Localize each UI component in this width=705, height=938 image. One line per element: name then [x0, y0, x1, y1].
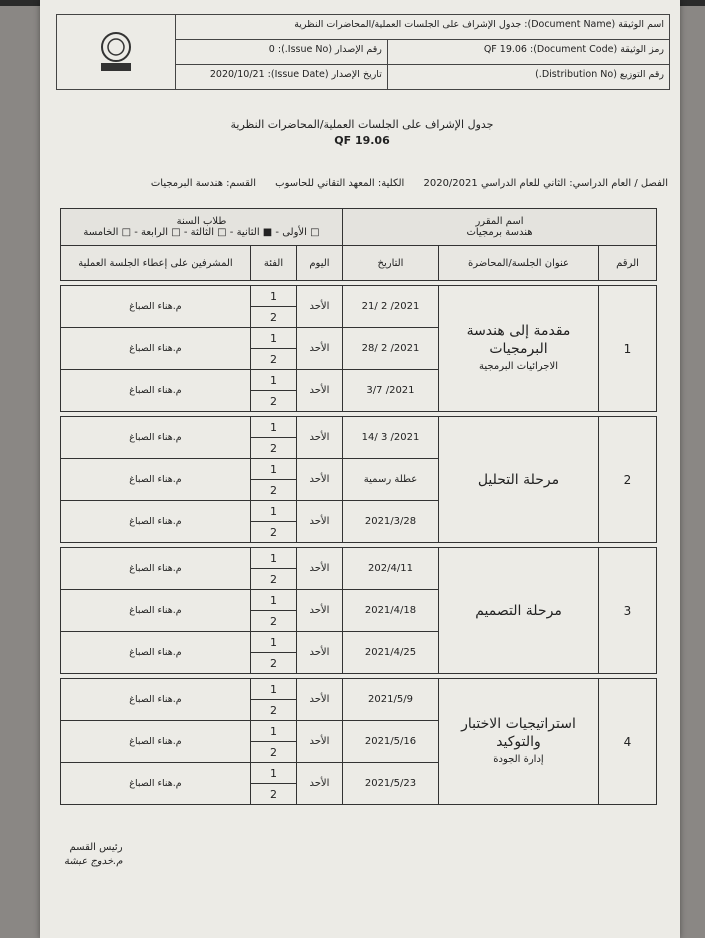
group-cell: 2: [250, 611, 296, 632]
group-cell: 1: [250, 632, 296, 653]
session-day: الأحد: [296, 286, 342, 328]
group-cell: 2: [250, 569, 296, 590]
group-cell: 2: [250, 349, 296, 370]
supervisor-cell: م.هناء الصباغ: [61, 763, 251, 805]
doc-name: اسم الوثيقة (Document Name): جدول الإشراف على الجلسات العملية/المحاضرات النظرية: [294, 19, 664, 30]
group-cell: 2: [250, 438, 296, 459]
session-day: الأحد: [296, 590, 342, 632]
col-group: الفئة: [250, 246, 296, 281]
session-date: 2021/5/16: [342, 721, 438, 763]
session-date: 2021/ 2 /28: [342, 328, 438, 370]
signature-role: رئيس القسم: [69, 842, 123, 853]
session-date: 2021/ 3 /14: [342, 417, 438, 459]
group-cell: 2: [250, 742, 296, 763]
session-day: الأحد: [296, 417, 342, 459]
section-number: 2: [599, 417, 657, 543]
col-num: الرقم: [599, 246, 657, 281]
form-code: QF 19.06: [334, 134, 390, 147]
table-row: [61, 417, 657, 438]
group-cell: 2: [250, 391, 296, 412]
group-cell: 1: [250, 501, 296, 522]
supervisor-cell: م.هناء الصباغ: [61, 721, 251, 763]
supervisor-cell: م.هناء الصباغ: [61, 632, 251, 674]
col-day: اليوم: [296, 246, 342, 281]
section-number: 1: [599, 286, 657, 412]
doc-code: رمز الوثيقة (Document Code): QF 19.06: [387, 40, 669, 64]
term-info: الفصل / العام الدراسي: الثاني للعام الدراسي 2020/2021: [423, 178, 668, 189]
supervisor-cell: م.هناء الصباغ: [61, 590, 251, 632]
signature-name: م.خدوج عبشة: [64, 856, 123, 867]
document-header: [56, 14, 670, 90]
signature-block: [64, 842, 123, 870]
course-cell: اسم المقرر هندسة برمجيات: [342, 209, 656, 246]
supervisor-cell: م.هناء الصباغ: [61, 679, 251, 721]
group-cell: 1: [250, 548, 296, 569]
session-date: 202/4/11: [342, 548, 438, 590]
group-cell: 2: [250, 480, 296, 501]
session-date: 2021/4/18: [342, 590, 438, 632]
session-date: 2021/5/23: [342, 763, 438, 805]
year-cell: طلاب السنة □ الأولى - ■ الثانية - □ الثالثة - □ الرابعة - □ الخامسة: [61, 209, 343, 246]
group-cell: 2: [250, 784, 296, 805]
session-date: 2021/5/9: [342, 679, 438, 721]
supervisor-cell: م.هناء الصباغ: [61, 417, 251, 459]
group-cell: 1: [250, 721, 296, 742]
group-cell: 1: [250, 286, 296, 307]
logo-seal-icon: [91, 27, 141, 77]
session-date: 2021/3/28: [342, 501, 438, 543]
group-cell: 2: [250, 700, 296, 721]
session-day: الأحد: [296, 548, 342, 590]
table-row: [61, 286, 657, 307]
session-day: الأحد: [296, 763, 342, 805]
page-title: جدول الإشراف على الجلسات العملية/المحاضرات النظرية: [230, 118, 494, 131]
college-info: الكلية: المعهد التقاني للحاسوب: [275, 178, 405, 189]
section-title: مرحلة التحليل: [439, 417, 599, 543]
university-logo: [57, 15, 176, 89]
group-cell: 2: [250, 307, 296, 328]
course-info: [56, 178, 668, 189]
supervisor-cell: م.هناء الصباغ: [61, 548, 251, 590]
supervisor-cell: م.هناء الصباغ: [61, 501, 251, 543]
group-cell: 1: [250, 763, 296, 784]
supervisor-cell: م.هناء الصباغ: [61, 286, 251, 328]
table-row: [61, 679, 657, 700]
session-day: الأحد: [296, 459, 342, 501]
supervisor-cell: م.هناء الصباغ: [61, 459, 251, 501]
group-cell: 1: [250, 417, 296, 438]
distribution-no: رقم التوزيع (Distribution No.): [387, 65, 669, 89]
session-day: الأحد: [296, 721, 342, 763]
section-number: 3: [599, 548, 657, 674]
session-day: الأحد: [296, 370, 342, 412]
session-day: الأحد: [296, 328, 342, 370]
session-date: 2021/4/25: [342, 632, 438, 674]
group-cell: 1: [250, 370, 296, 391]
section-title: مرحلة التصميم: [439, 548, 599, 674]
section-title: مقدمة إلى هندسة البرمجيات الاجرائيات البرمجية: [439, 286, 599, 412]
col-date: التاريخ: [342, 246, 438, 281]
supervisor-cell: م.هناء الصباغ: [61, 370, 251, 412]
section-title: استراتيجيات الاختبار والتوكيد إدارة الجودة: [439, 679, 599, 805]
session-date: 2021/ 3/7: [342, 370, 438, 412]
group-cell: 2: [250, 653, 296, 674]
group-cell: 1: [250, 590, 296, 611]
session-day: الأحد: [296, 679, 342, 721]
table-row: [61, 548, 657, 569]
issue-date: تاريخ الإصدار (Issue Date): 2020/10/21: [209, 69, 382, 80]
col-supervisor: المشرفين على إعطاء الجلسة العملية: [61, 246, 251, 281]
session-day: الأحد: [296, 501, 342, 543]
table-header: [61, 246, 657, 281]
supervision-table: [60, 208, 657, 805]
group-cell: 1: [250, 459, 296, 480]
supervisor-cell: م.هناء الصباغ: [61, 328, 251, 370]
session-date: 2021/ 2 /21: [342, 286, 438, 328]
section-number: 4: [599, 679, 657, 805]
issue-no: رقم الإصدار (Issue No.): 0: [268, 44, 382, 55]
session-day: الأحد: [296, 632, 342, 674]
session-date: عطلة رسمية: [342, 459, 438, 501]
group-cell: 2: [250, 522, 296, 543]
dept-info: القسم: هندسة البرمجيات: [150, 178, 256, 189]
col-title: عنوان الجلسة/المحاضرة: [439, 246, 599, 281]
group-cell: 1: [250, 679, 296, 700]
group-cell: 1: [250, 328, 296, 349]
